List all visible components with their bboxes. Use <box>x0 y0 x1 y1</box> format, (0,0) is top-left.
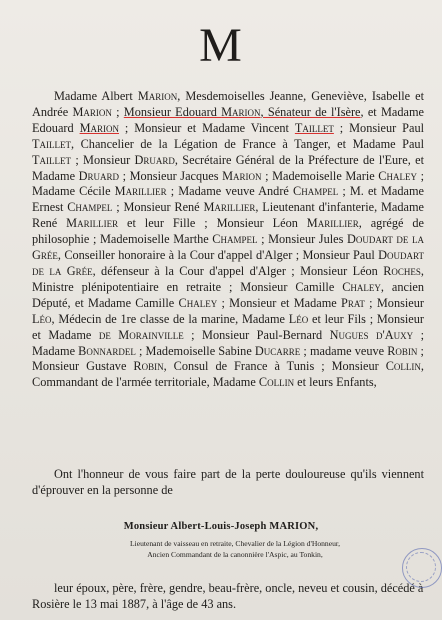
surname: Chaley <box>178 295 218 310</box>
surname: Marion <box>72 104 112 119</box>
surname: Doudart de la Grée <box>32 232 424 263</box>
surname: Champel <box>67 200 113 215</box>
intro-text <box>32 467 424 499</box>
surname: Collin <box>258 375 295 390</box>
deceased-name: Monsieur Albert-Louis-Joseph MARION, <box>123 521 319 532</box>
surname: Prat <box>341 295 365 310</box>
surname: Taillet <box>32 152 71 167</box>
surname: Champel <box>293 184 339 199</box>
closing-text <box>32 581 424 613</box>
surname: Robin <box>133 359 164 374</box>
surname: Roches <box>383 263 421 278</box>
surname: Druard <box>78 168 119 183</box>
deceased-detail-command: Ancien Commandant de la canonnière l'Aspic, au Tonkin, <box>147 550 323 559</box>
surname: Marion <box>222 168 262 183</box>
surname: Champel <box>212 232 258 247</box>
deceased-details <box>70 538 400 560</box>
surname: Nugues d'Auxy <box>329 327 414 342</box>
surname: Doudart de la Grée <box>32 248 424 278</box>
surname: Taillet <box>32 136 71 151</box>
underlined-text: Monsieur Edouard <box>123 104 222 119</box>
surname: Marillier <box>114 184 167 199</box>
surname: Marillier <box>306 216 359 231</box>
surname: Chaley <box>378 168 417 183</box>
surname: Ducarre <box>254 343 301 358</box>
surname: Léo <box>32 311 52 326</box>
surname: Marillier <box>66 216 119 231</box>
surname: Bonnardel <box>78 343 136 358</box>
family-paragraph: Madame Albert Marion, Mesdemoiselles Jeanne, Geneviève, Isabelle et Andrée Marion ; Monsieur Edouard Marion, Sénateur de l'Isère, et Madame Edouard Marion ; Monsieur et Madame Vincent Taillet ; Monsieur Paul Taillet, Chancelier de la Légation de France à Tanger, et Madame Paul Taillet ; Monsieur Druard, Secrétaire Général de la Préfecture de l'Eure, et Madame Druard ; Monsieur Jacques Marion ; Mademoiselle Marie Chaley ; Madame Cécile Marillier ; Madame veuve André Champel ; M. et Madame Ernest Champel ; Monsieur René Marillier, Lieutenant d'infanterie, Madame René Marillier et leur Fille ; Monsieur Léon Marillier, agrégé de philosophie ; Mademoiselle Marthe Champel ; Monsieur Jules Doudart de la Grée, Conseiller honoraire à la Cour d'appel d'Alger ; Monsieur Paul Doudart de la Grée, défenseur à la Cour d'appel d'Alger ; Monsieur Léon Roches, Ministre plénipotentiaire en retraite ; Monsieur Camille Chaley, ancien Député, et Madame Camille Chaley ; Monsieur et Madame Prat ; Monsieur Léo, Médecin de 1re classe de la marine, Madame Léo et leur Fils ; Monsieur et Madame de Morainville ; Monsieur Paul-Bernard Nugues d'Auxy ; Madame Bonnardel ; Mademoiselle Sabine Ducarre ; madame veuve Robin ; Monsieur Gustave Robin, Consul de France à Tunis ; Monsieur Collin, Commandant de l'armée territoriale, Madame Collin et leurs Enfants, <box>32 89 425 390</box>
surname: Marillier <box>203 200 256 215</box>
intro-paragraph: Ont l'honneur de vous faire part de la perte douloureuse qu'ils viennent d'éprouver en la personne de <box>32 467 424 497</box>
monogram-initial: M <box>199 19 243 72</box>
deceased-detail-rank: Lieutenant de vaisseau en retraite, Chevalier de la Légion d'Honneur, <box>129 539 341 548</box>
surname: de Morainville <box>98 327 184 342</box>
underlined-surname: Marion <box>79 120 120 135</box>
underlined-surname: Marion <box>221 104 261 119</box>
surname: Collin <box>385 359 421 374</box>
surname: Léo <box>288 311 309 326</box>
underlined-text: , Sénateur de l'Isère <box>260 104 361 119</box>
surname: Druard <box>134 152 175 167</box>
underlined-surname: Taillet <box>294 120 334 135</box>
surname: Robin <box>387 343 418 358</box>
surname: Chaley <box>342 279 381 294</box>
ink-stamp-ring <box>406 552 436 582</box>
family-list <box>32 89 424 391</box>
closing-paragraph: leur époux, père, frère, gendre, beau-frère, oncle, neveu et cousin, décédé à Rosière le 13 mai 1887, à l'âge de 43 ans. <box>32 581 424 611</box>
surname: Marion <box>137 89 178 103</box>
